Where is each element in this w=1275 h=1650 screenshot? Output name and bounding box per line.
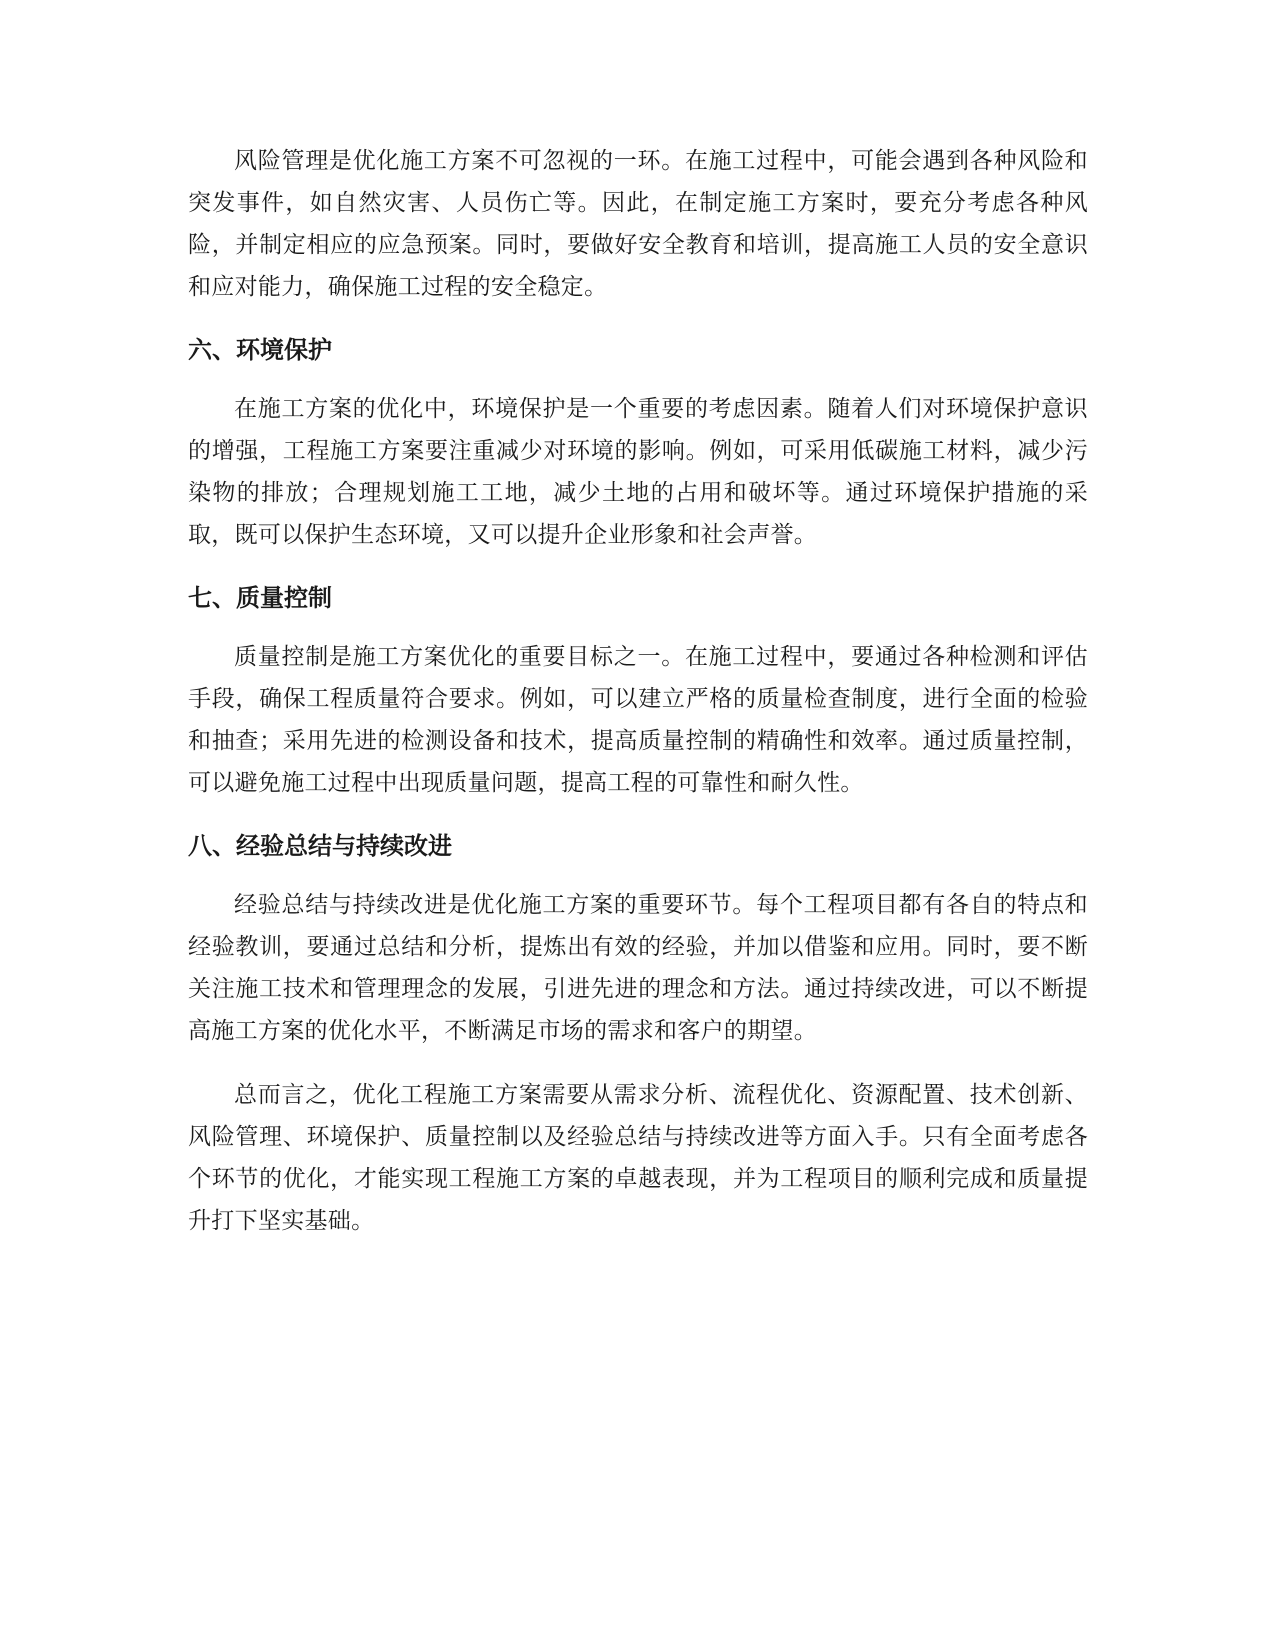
paragraph-risk-management: 风险管理是优化施工方案不可忽视的一环。在施工过程中，可能会遇到各种风险和突发事件，如自然灾害、人员伤亡等。因此，在制定施工方案时，要充分考虑各种风险，并制定相应的应急预案。同时，要做好安全教育和培训，提高施工人员的安全意识和应对能力，确保施工过程的安全稳定。 bbox=[188, 148, 1088, 300]
document-page bbox=[188, 140, 1088, 1264]
paragraph-environment-protection: 在施工方案的优化中，环境保护是一个重要的考虑因素。随着人们对环境保护意识的增强，工程施工方案要注重减少对环境的影响。例如，可采用低碳施工材料，减少污染物的排放；合理规划施工工地，减少土地的占用和破坏等。通过环境保护措施的采取，既可以保护生态环境，又可以提升企业形象和社会声誉。 bbox=[188, 396, 1088, 548]
paragraph-quality-control: 质量控制是施工方案优化的重要目标之一。在施工过程中，要通过各种检测和评估手段，确保工程质量符合要求。例如，可以建立严格的质量检查制度，进行全面的检验和抽查；采用先进的检测设备和技术，提高质量控制的精确性和效率。通过质量控制，可以避免施工过程中出现质量问题，提高工程的可靠性和耐久性。 bbox=[188, 644, 1088, 796]
paragraph-experience-improvement: 经验总结与持续改进是优化施工方案的重要环节。每个工程项目都有各自的特点和经验教训，要通过总结和分析，提炼出有效的经验，并加以借鉴和应用。同时，要不断关注施工技术和管理理念的发展，引进先进的理念和方法。通过持续改进，可以不断提高施工方案的优化水平，不断满足市场的需求和客户的期望。 bbox=[188, 892, 1088, 1044]
heading-environment-protection: 六、环境保护 bbox=[188, 336, 332, 364]
heading-quality-control: 七、质量控制 bbox=[188, 584, 332, 612]
heading-experience-improvement: 八、经验总结与持续改进 bbox=[188, 832, 452, 860]
paragraph-conclusion: 总而言之，优化工程施工方案需要从需求分析、流程优化、资源配置、技术创新、风险管理、环境保护、质量控制以及经验总结与持续改进等方面入手。只有全面考虑各个环节的优化，才能实现工程施工方案的卓越表现，并为工程项目的顺利完成和质量提升打下坚实基础。 bbox=[188, 1082, 1088, 1234]
